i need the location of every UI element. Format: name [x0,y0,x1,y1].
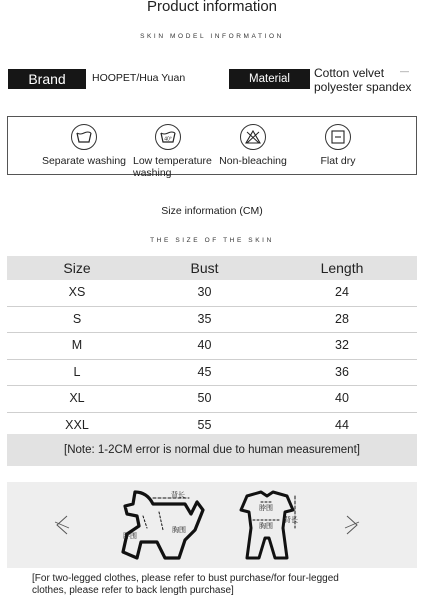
measurement-note: [Note: 1-2CM error is normal due to human measurement] [7,434,417,466]
dog-neck-label: 脖围 [123,532,137,540]
brand-value: HOOPET/Hua Yuan [92,72,186,84]
dog-silhouette-icon [123,492,203,558]
table-header-row [7,256,417,280]
bust-cell: 50 [197,391,212,405]
chevron-left-icon [55,516,69,534]
page-title: Product information [146,0,278,15]
bust-cell: 55 [197,417,212,432]
length-cell: 24 [335,285,349,299]
purchase-guide-line-2: clothes, please refer to back length purchase] [32,585,234,596]
material-mark: — [400,66,409,76]
bust-cell: 40 [197,338,212,352]
no-bleach-icon [240,124,266,150]
dog-chest-label: 胸围 [172,526,186,534]
size-cell: XL [69,391,85,405]
size-cell: S [72,311,82,326]
care-item-non-bleaching [208,124,298,167]
purchase-guide-line-1: [For two-legged clothes, please refer to bust purchase/for four-legged [32,573,339,584]
size-cell: XS [68,285,86,299]
table-row [7,333,417,360]
shirt-back-length-label: 背长 [284,516,298,524]
flat-dry-icon [325,124,351,150]
length-cell: 28 [335,311,349,326]
chevron-right-icon [345,516,359,534]
dog-back-length-label: 背长 [171,491,185,499]
material-line-2: polyester spandex [314,80,412,94]
care-item-separate-washing [39,124,129,167]
size-info-title: Size information (CM) [161,205,263,217]
size-cell: M [71,338,83,352]
material-value [314,66,411,94]
material-label: Material [229,69,310,89]
care-label: Non-bleaching [219,155,287,167]
brand-label: Brand [8,69,86,89]
shirt-chest-label: 胸围 [259,522,273,530]
table-row [7,386,417,413]
table-row [7,360,417,387]
basin-icon [71,124,97,150]
care-item-low-temperature [123,124,213,179]
table-row [7,307,417,334]
wash-temperature: 40° [164,136,172,143]
purchase-guide-note [32,573,412,597]
care-label: Low temperature washing [133,155,212,179]
bust-cell: 30 [197,285,212,299]
care-label: Separate washing [41,155,127,167]
care-item-flat-dry [293,124,383,167]
length-cell: 36 [335,364,349,379]
length-cell: 44 [335,417,349,432]
care-label: Flat dry [320,155,356,167]
bust-cell: 35 [197,311,212,326]
length-cell: 32 [335,338,349,352]
column-header-size: Size [63,260,91,276]
size-info-subtitle: THE SIZE OF THE SKIN [150,237,274,244]
shirt-neck-label: 脖围 [259,504,273,512]
column-header-bust: Bust [190,260,219,276]
measurement-diagram [7,482,417,568]
table-row [7,280,417,307]
bust-cell: 45 [197,364,212,379]
care-instructions [7,116,417,179]
length-cell: 40 [335,391,349,405]
size-cell: XXL [65,417,89,432]
size-cell: L [73,364,81,379]
page-subtitle: SKIN MODEL INFORMATION [140,33,284,40]
material-line-1: Cotton velvet [314,66,385,80]
40-degree-wash-icon [155,124,181,150]
column-header-length: Length [320,260,364,276]
size-table [7,256,417,438]
